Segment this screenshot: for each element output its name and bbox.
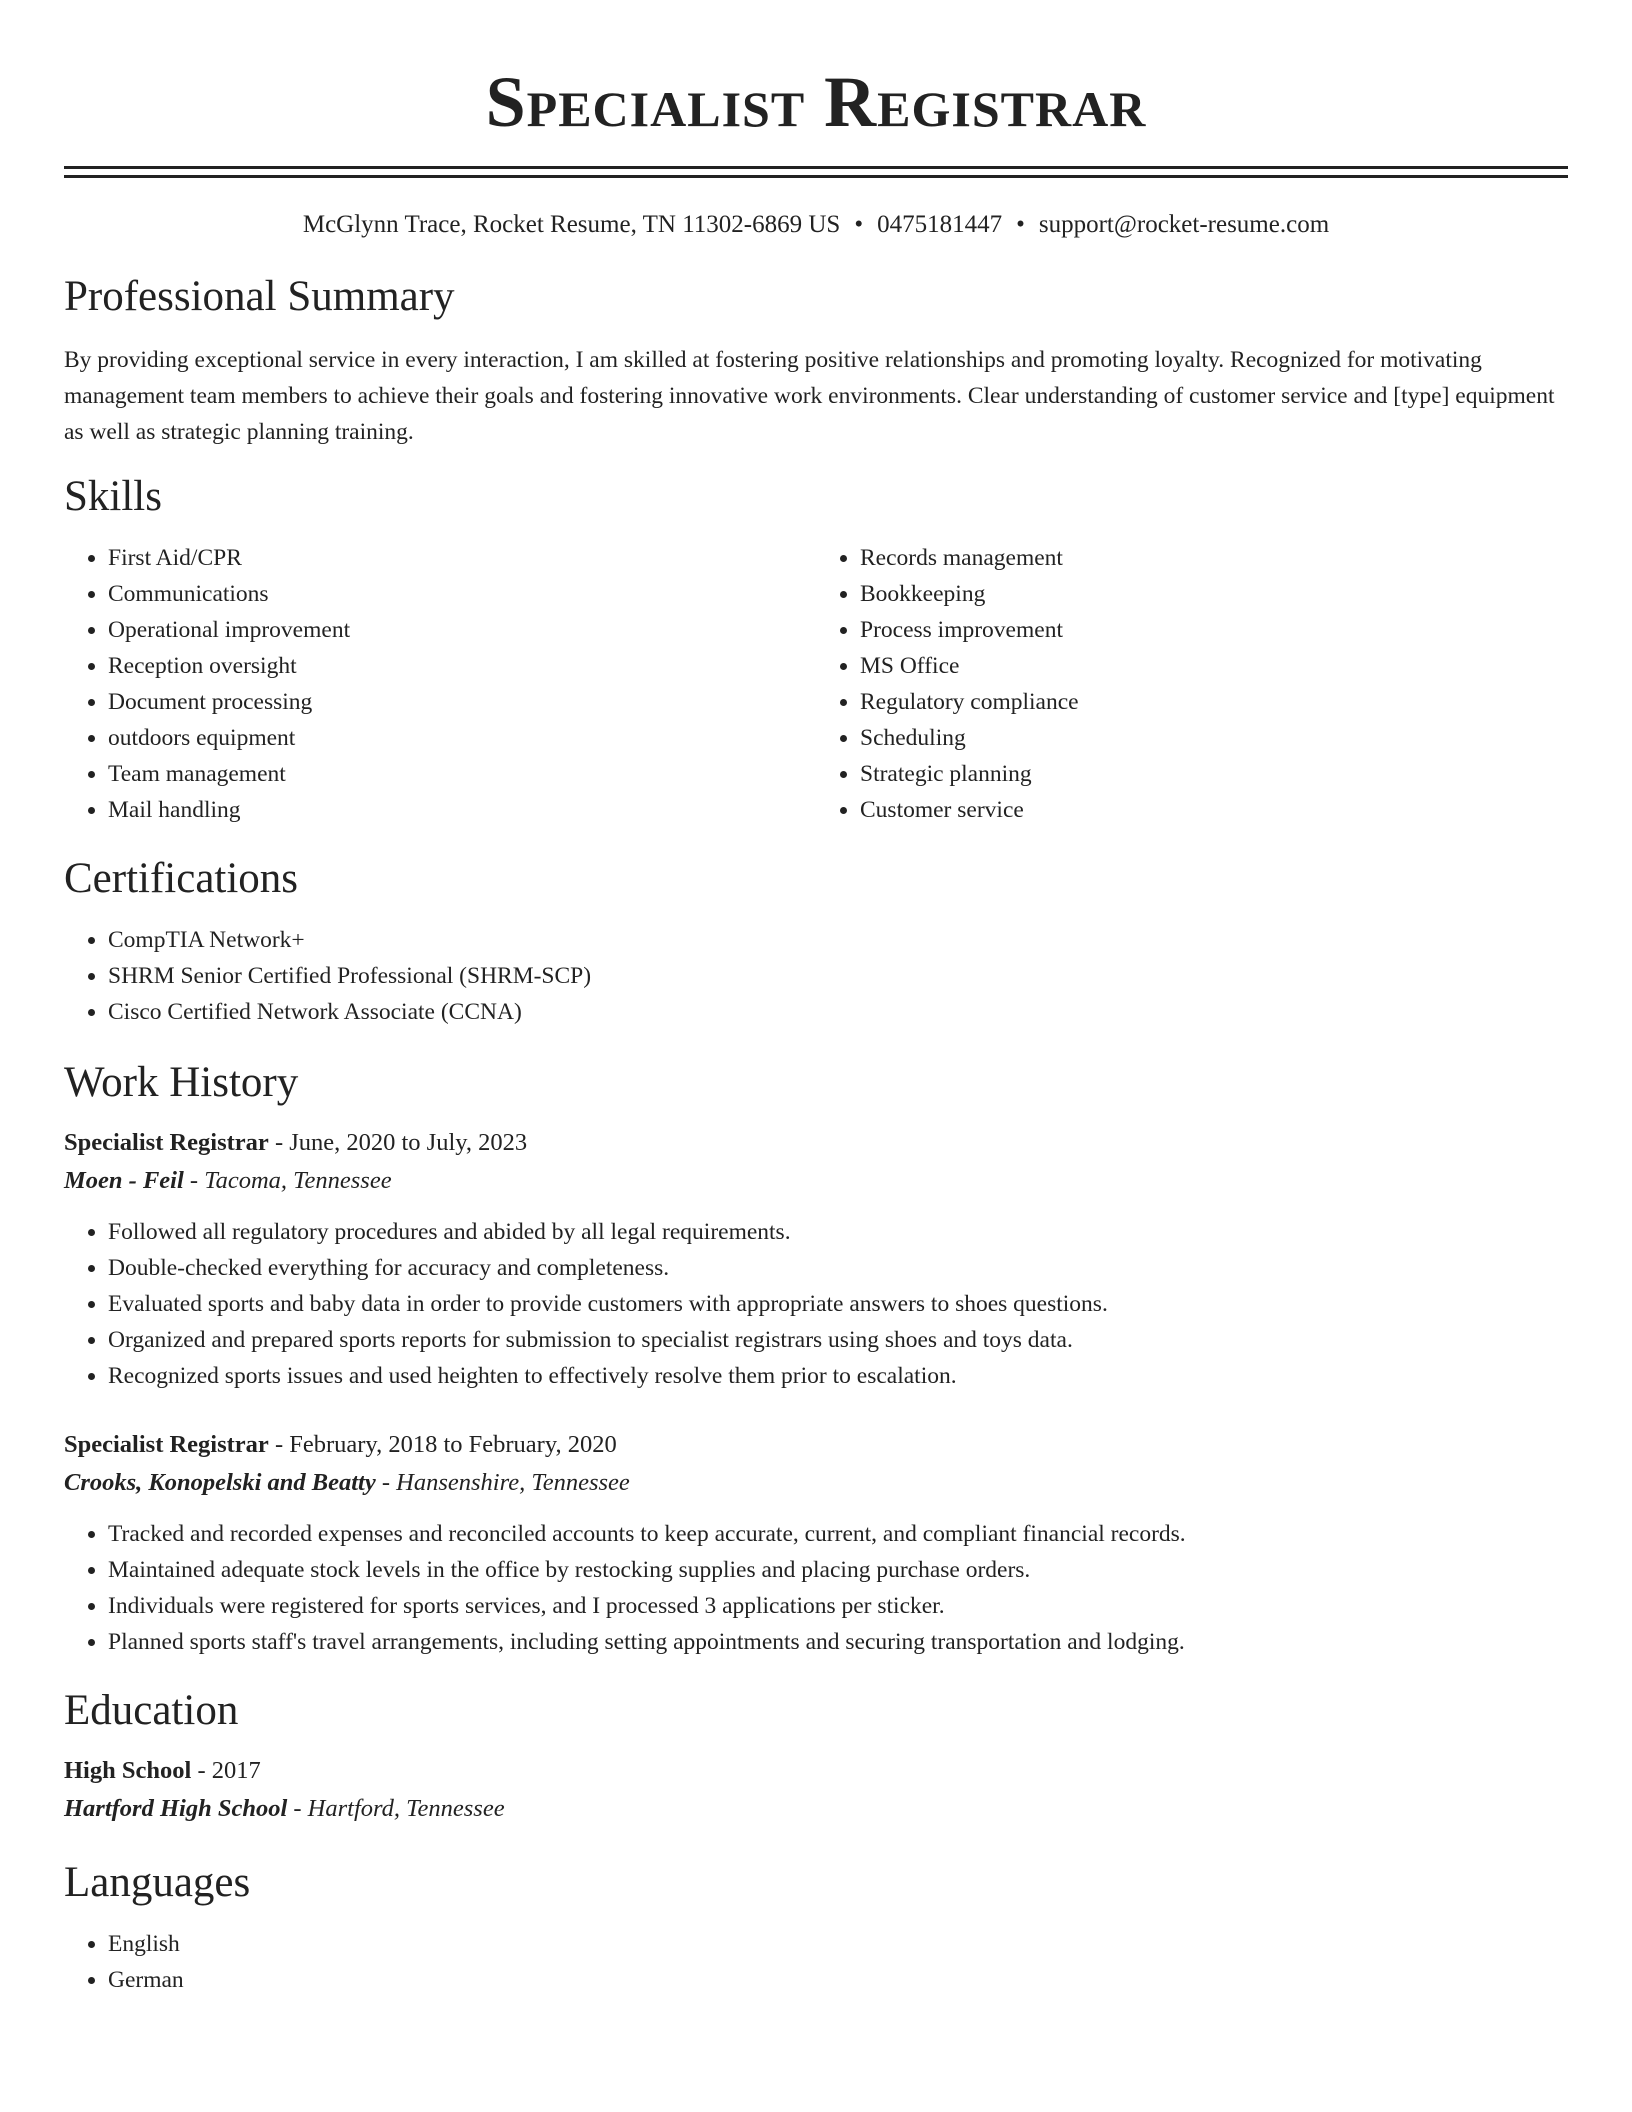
languages-list: [64, 1926, 1568, 1998]
job-bullet-list: [64, 1214, 1568, 1394]
skill-item: • Strategic planning: [860, 756, 1568, 792]
skill-item: • Bookkeeping: [860, 576, 1568, 612]
contact-separator: •: [1016, 211, 1025, 238]
job-dates: - February, 2018 to February, 2020: [268, 1431, 617, 1458]
skill-item: • Document processing: [108, 684, 816, 720]
job-title: Specialist Registrar: [64, 1431, 269, 1458]
certifications-list: [64, 922, 1568, 1030]
skills-grid: [64, 540, 1568, 828]
skill-item: • Process improvement: [860, 612, 1568, 648]
degree-name: High School: [64, 1757, 192, 1784]
contact-address: McGlynn Trace, Rocket Resume, TN 11302-6869 US: [302, 211, 841, 238]
job-bullet: • Double-checked everything for accuracy and completeness.: [108, 1250, 1568, 1286]
company-line: [64, 1464, 1568, 1502]
title-rule-bottom: [64, 175, 1568, 178]
skill-item: • Communications: [108, 576, 816, 612]
company-name: Crooks, Konopelski and Beatty: [64, 1469, 376, 1496]
job-bullet: • Evaluated sports and baby data in order to provide customers with appropriate answers to shoes questions.: [108, 1286, 1568, 1322]
certifications-heading: Certifications: [64, 855, 299, 902]
languages-heading: Languages: [64, 1859, 251, 1906]
skill-item: • Customer service: [860, 792, 1568, 828]
company-name: Moen - Feil: [64, 1167, 184, 1194]
school-line: [64, 1790, 1568, 1828]
resume-page: [64, 0, 1568, 1998]
certification-item: • SHRM Senior Certified Professional (SHRM-SCP): [108, 958, 1568, 994]
contact-separator: •: [854, 211, 864, 238]
skills-list-left: [64, 540, 816, 828]
graduation-year: - 2017: [191, 1757, 261, 1784]
company-location: - Tacoma, Tennessee: [183, 1167, 392, 1194]
skill-item: • Regulatory compliance: [860, 684, 1568, 720]
language-item: • English: [108, 1926, 1568, 1962]
certification-item: • CompTIA Network+: [108, 922, 1568, 958]
degree-line: [64, 1752, 1568, 1790]
job-bullet: • Maintained adequate stock levels in the office by restocking supplies and placing purchase orders.: [108, 1552, 1568, 1588]
skill-item: • Reception oversight: [108, 648, 816, 684]
job-bullet: • Tracked and recorded expenses and reconciled accounts to keep accurate, current, and compliant financial records.: [108, 1516, 1568, 1552]
contact-email: support@rocket-resume.com: [1038, 211, 1330, 238]
job-title: Specialist Registrar: [64, 1129, 269, 1156]
contact-phone: 0475181447: [877, 211, 1003, 238]
job-entry: [64, 1124, 1568, 1394]
job-bullet: • Planned sports staff's travel arrangements, including setting appointments and securing transportation and lodging.: [108, 1624, 1568, 1660]
title-rule-top: [64, 166, 1568, 169]
skills-heading: Skills: [64, 473, 162, 520]
job-bullet: • Followed all regulatory procedures and abided by all legal requirements.: [108, 1214, 1568, 1250]
skills-list-right: [816, 540, 1568, 828]
skill-item: • First Aid/CPR: [108, 540, 816, 576]
skill-item: • Scheduling: [860, 720, 1568, 756]
certification-item: • Cisco Certified Network Associate (CCNA): [108, 994, 1568, 1030]
job-bullet: • Individuals were registered for sports services, and I processed 3 applications per sticker.: [108, 1588, 1568, 1624]
job-bullet-list: [64, 1516, 1568, 1660]
resume-title: Specialist Registrar: [485, 62, 1147, 142]
work-history-heading: Work History: [64, 1059, 299, 1106]
job-dates: - June, 2020 to July, 2023: [268, 1129, 528, 1156]
skill-item: • Team management: [108, 756, 816, 792]
skill-item: • MS Office: [860, 648, 1568, 684]
school-name: Hartford High School: [64, 1795, 288, 1822]
skill-item: • outdoors equipment: [108, 720, 816, 756]
job-bullet: • Recognized sports issues and used heighten to effectively resolve them prior to escalation.: [108, 1358, 1568, 1394]
skill-item: • Operational improvement: [108, 612, 816, 648]
company-line: [64, 1162, 1568, 1200]
job-entry: [64, 1426, 1568, 1660]
school-location: - Hartford, Tennessee: [287, 1795, 505, 1822]
language-item: • German: [108, 1962, 1568, 1998]
skill-item: • Mail handling: [108, 792, 816, 828]
skill-item: • Records management: [860, 540, 1568, 576]
job-title-line: [64, 1124, 1568, 1162]
education-entry: [64, 1752, 1568, 1828]
company-location: - Hansenshire, Tennessee: [375, 1469, 630, 1496]
job-title-line: [64, 1426, 1568, 1464]
job-bullet: • Organized and prepared sports reports for submission to specialist registrars using shoes and toys data.: [108, 1322, 1568, 1358]
summary-heading: Professional Summary: [64, 273, 455, 320]
contact-line: [64, 208, 1568, 242]
summary-text: By providing exceptional service in every interaction, I am skilled at fostering positive relationships and promoting loyalty. Recognized for motivating management team members to achieve their goals and fostering innovative work environments. Clear understanding of customer service and [type] equipment as well as strategic planning training.: [64, 347, 1555, 445]
education-heading: Education: [64, 1687, 239, 1734]
